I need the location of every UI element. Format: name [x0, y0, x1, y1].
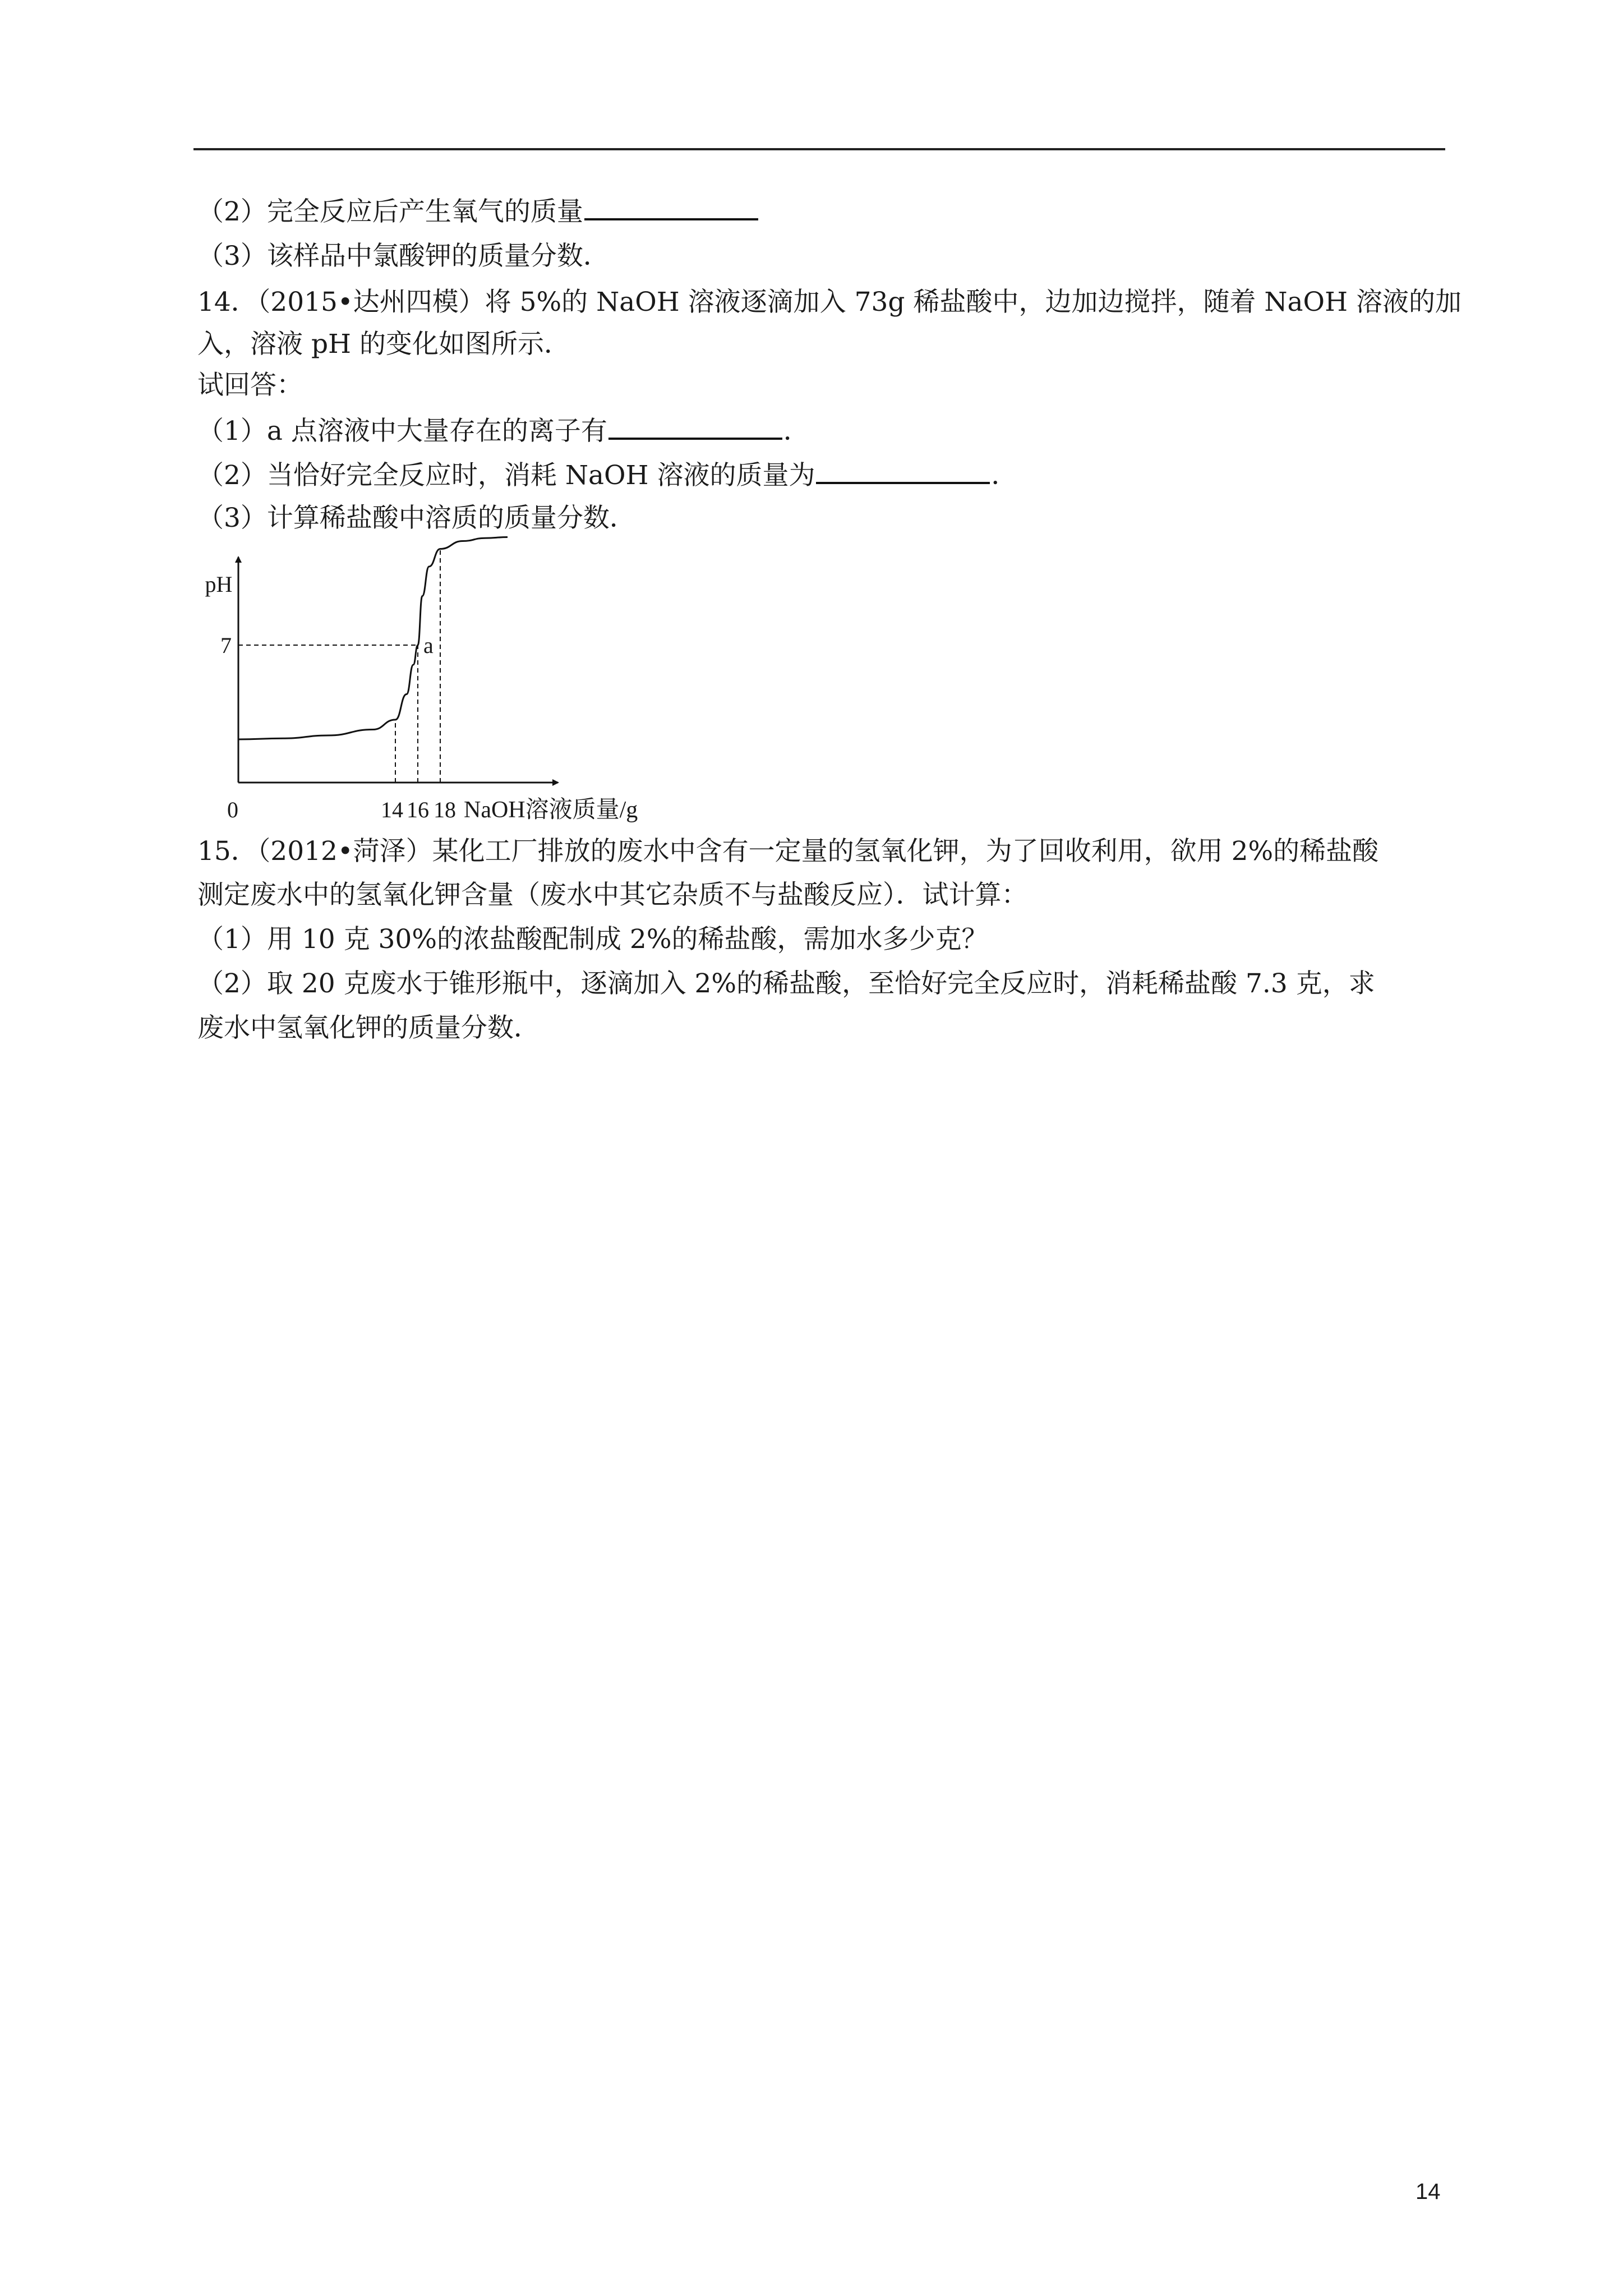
dashed-guides	[238, 549, 440, 783]
q14-part1	[197, 413, 810, 448]
answer-blank[interactable]	[816, 457, 990, 484]
answer-blank[interactable]	[608, 413, 782, 440]
period: ．	[783, 416, 810, 447]
period: ．	[991, 460, 1018, 491]
ph-curve	[238, 537, 508, 740]
q15-part2-line1: （2）取 20 克废水于锥形瓶中，逐滴加入 2%的稀盐酸，至恰好完全反应时，消耗稀盐酸 7.3 克，求	[197, 968, 1375, 999]
q15-stem-line2: 测定废水中的氢氧化钾含量（废水中其它杂质不与盐酸反应）．试计算：	[197, 880, 1028, 910]
q14-stem-line2: 入，溶液 pH 的变化如图所示．	[197, 329, 570, 360]
y-axis-label: pH	[205, 572, 233, 597]
answer-blank[interactable]	[584, 194, 758, 220]
header-rule	[193, 148, 1445, 150]
ph-chart	[193, 553, 638, 827]
x-axis-label: NaOH溶液质量/g	[464, 797, 638, 823]
q14-prompt: 试回答：	[197, 370, 303, 401]
q15-part2-line2: 废水中氢氧化钾的质量分数．	[197, 1013, 540, 1043]
q14-part3: （3）计算稀盐酸中溶质的质量分数．	[197, 503, 636, 533]
q13-part2	[197, 194, 759, 229]
x-tick-label: 16	[407, 797, 429, 822]
x-tick-label: 14	[381, 797, 403, 822]
q15-stem-line1: 15．（2012•菏泽）某化工厂排放的废水中含有一定量的氢氧化钾，为了回收利用，欲用 2%的稀盐酸	[197, 836, 1379, 867]
q13-part3: （3）该样品中氯酸钾的质量分数．	[197, 241, 610, 272]
q13-part2-text: （2）完全反应后产生氧气的质量	[197, 196, 583, 227]
q14-part2	[197, 457, 1017, 493]
y-tick-label: 7	[220, 633, 232, 658]
q14-part2-text: （2）当恰好完全反应时，消耗 NaOH 溶液的质量为	[197, 460, 815, 491]
q14-stem-line1: 14．（2015•达州四模）将 5%的 NaOH 溶液逐滴加入 73g 稀盐酸中，边加边搅拌，随着 NaOH 溶液的加	[197, 287, 1462, 318]
point-a-label: a	[423, 633, 434, 658]
x-tick-label: 18	[434, 797, 456, 822]
q15-part1: （1）用 10 克 30%的浓盐酸配制成 2%的稀盐酸，需加水多少克？	[197, 924, 988, 955]
origin-label: 0	[227, 797, 238, 822]
q14-part1-text: （1）a 点溶液中大量存在的离子有	[197, 416, 607, 447]
page-number: 14	[1415, 2179, 1441, 2204]
